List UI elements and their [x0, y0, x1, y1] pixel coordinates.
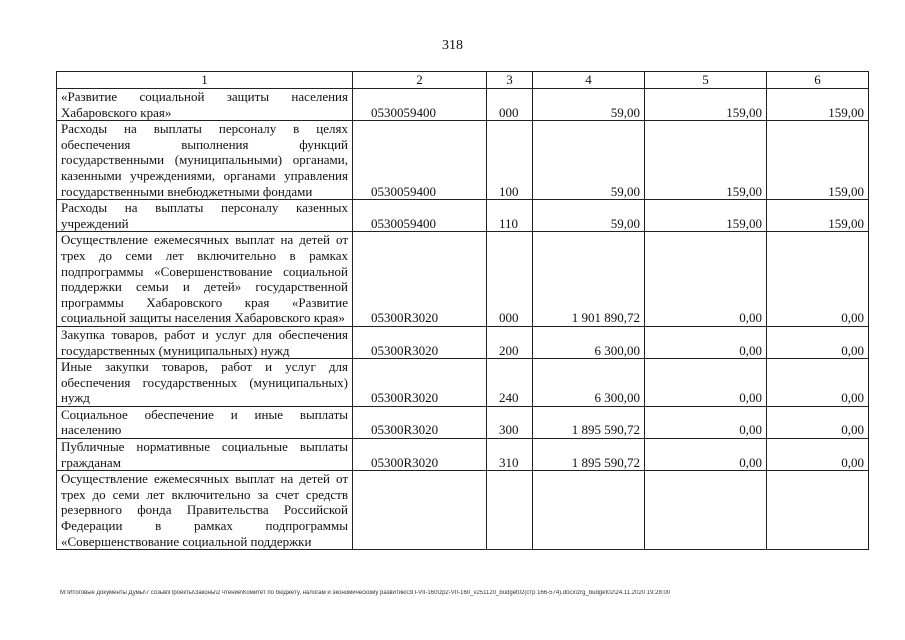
- amount-col6: [767, 471, 869, 550]
- expense-type-code: 300: [487, 406, 533, 438]
- target-article-code: 05300R3020: [353, 359, 487, 407]
- amount-col5: 0,00: [645, 326, 767, 358]
- amount-col5: 159,00: [645, 200, 767, 232]
- table-row: [57, 200, 869, 232]
- row-description: Расходы на выплаты персоналу в целях обеспечения выполнения функций государственными (муниципальными) органами, казенными учреждениями, органами управления государственными внебюджетными фондами: [57, 121, 353, 200]
- target-article-code: 0530059400: [353, 121, 487, 200]
- header-cell: 4: [533, 72, 645, 89]
- expense-type-code: 240: [487, 359, 533, 407]
- row-description: Расходы на выплаты персоналу казенных учреждений: [57, 200, 353, 232]
- amount-col5: 159,00: [645, 121, 767, 200]
- expense-type-code: 100: [487, 121, 533, 200]
- expense-type-code: 310: [487, 439, 533, 471]
- table-row: [57, 232, 869, 327]
- amount-col4: 59,00: [533, 121, 645, 200]
- target-article-code: 05300R3020: [353, 232, 487, 327]
- amount-col4: 59,00: [533, 200, 645, 232]
- table-header-row: [57, 72, 869, 89]
- amount-col6: 0,00: [767, 232, 869, 327]
- amount-col6: 159,00: [767, 200, 869, 232]
- table-row: [57, 439, 869, 471]
- target-article-code: 0530059400: [353, 200, 487, 232]
- amount-col6: 0,00: [767, 326, 869, 358]
- amount-col5: 0,00: [645, 406, 767, 438]
- amount-col4: 6 300,00: [533, 326, 645, 358]
- expense-type-code: 000: [487, 232, 533, 327]
- header-cell: 1: [57, 72, 353, 89]
- target-article-code: [353, 471, 487, 550]
- row-description: Осуществление ежемесячных выплат на детей от трех до семи лет включительно за счет средств резервного фонда Правительства Российской Федерации в рамках подпрограммы «Совершенствование социальной поддержки: [57, 471, 353, 550]
- amount-col6: 0,00: [767, 406, 869, 438]
- row-description: Иные закупки товаров, работ и услуг для обеспечения государственных (муниципальных) нужд: [57, 359, 353, 407]
- row-description: Социальное обеспечение и иные выплаты населению: [57, 406, 353, 438]
- amount-col5: 0,00: [645, 359, 767, 407]
- amount-col4: [533, 471, 645, 550]
- amount-col4: 1 895 590,72: [533, 406, 645, 438]
- amount-col4: 1 901 890,72: [533, 232, 645, 327]
- budget-table: [56, 71, 869, 550]
- table-row: [57, 89, 869, 121]
- target-article-code: 05300R3020: [353, 326, 487, 358]
- table-row: [57, 326, 869, 358]
- page-number: 318: [442, 38, 463, 53]
- expense-type-code: 110: [487, 200, 533, 232]
- amount-col4: 59,00: [533, 89, 645, 121]
- amount-col4: 1 895 590,72: [533, 439, 645, 471]
- expense-type-code: [487, 471, 533, 550]
- header-cell: 3: [487, 72, 533, 89]
- expense-type-code: 200: [487, 326, 533, 358]
- table-row: [57, 121, 869, 200]
- target-article-code: 05300R3020: [353, 406, 487, 438]
- amount-col6: 0,00: [767, 439, 869, 471]
- header-cell: 2: [353, 72, 487, 89]
- file-path-footer: М:\Итоговые документы Думы\7 созыв\Проекты\Законы\2 чтение\Комитет по бюджету, налогам и экономическому развитию\ЗП-VII-160\zp2-VII-160_v251120_budget02(стр 166-574).docx\zrg_budget02\24.11.2020 19:28:00: [60, 590, 671, 596]
- target-article-code: 05300R3020: [353, 439, 487, 471]
- row-description: «Развитие социальной защиты населения Хабаровского края»: [57, 89, 353, 121]
- header-cell: 6: [767, 72, 869, 89]
- amount-col6: 159,00: [767, 121, 869, 200]
- amount-col5: 0,00: [645, 232, 767, 327]
- amount-col6: 159,00: [767, 89, 869, 121]
- amount-col4: 6 300,00: [533, 359, 645, 407]
- amount-col5: [645, 471, 767, 550]
- amount-col5: 159,00: [645, 89, 767, 121]
- table-row: [57, 471, 869, 550]
- row-description: Публичные нормативные социальные выплаты гражданам: [57, 439, 353, 471]
- table-row: [57, 406, 869, 438]
- header-cell: 5: [645, 72, 767, 89]
- row-description: Осуществление ежемесячных выплат на детей от трех до семи лет включительно в рамках подпрограммы «Совершенствование социальной поддержки семьи и детей» государственной программы Хабаровского края «Развитие социальной защиты населения Хабаровского края»: [57, 232, 353, 327]
- table-row: [57, 359, 869, 407]
- row-description: Закупка товаров, работ и услуг для обеспечения государственных (муниципальных) нужд: [57, 326, 353, 358]
- expense-type-code: 000: [487, 89, 533, 121]
- amount-col5: 0,00: [645, 439, 767, 471]
- target-article-code: 0530059400: [353, 89, 487, 121]
- amount-col6: 0,00: [767, 359, 869, 407]
